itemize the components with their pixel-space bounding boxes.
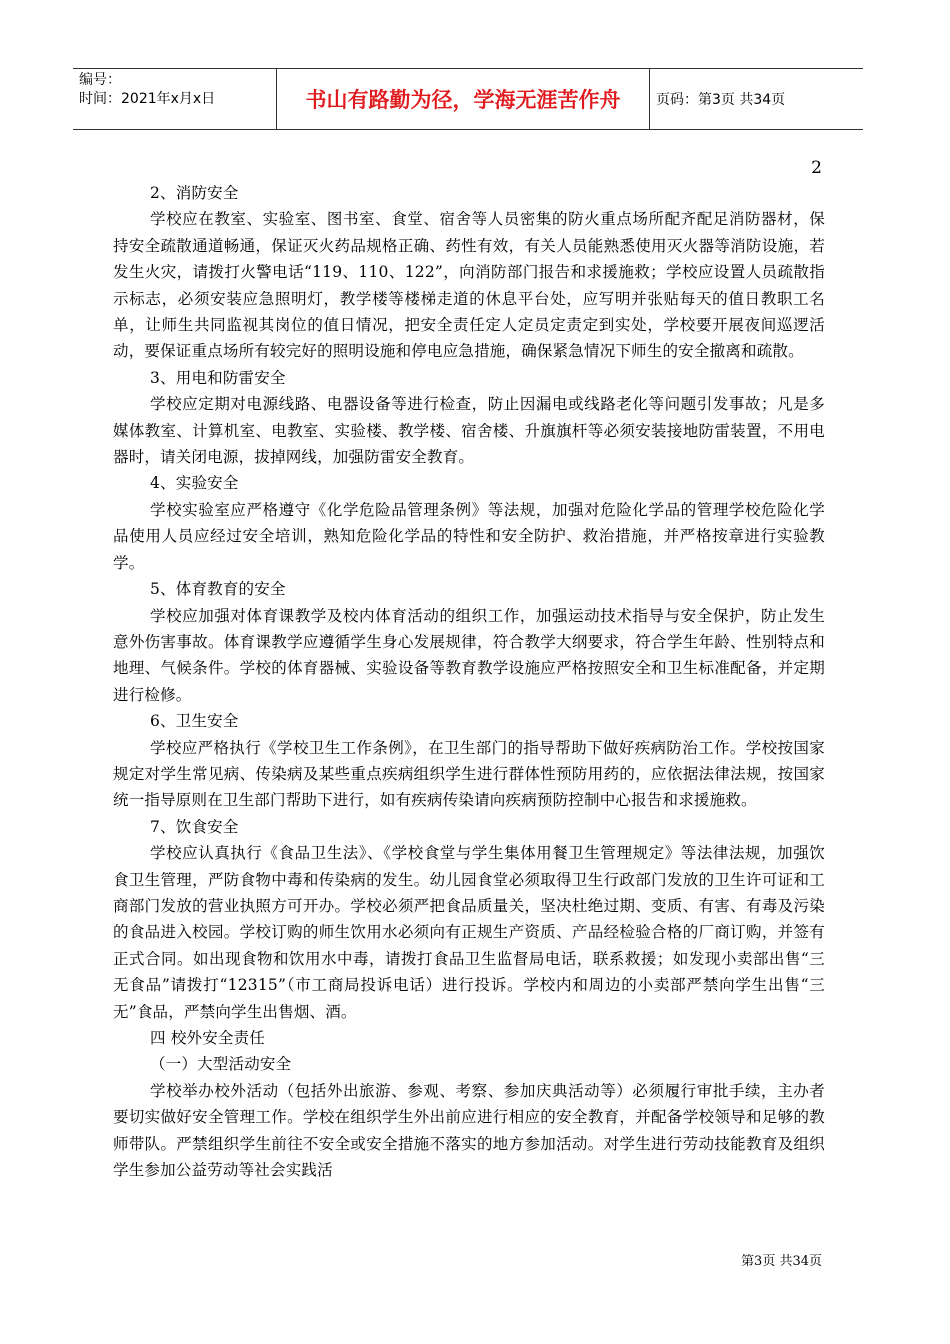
body-paragraph: 学校应在教室、实验室、图书室、食堂、宿舍等人员密集的防火重点场所配齐配足消防器材，保持安全疏散通道畅通，保证灭火药品规格正确、药性有效，有关人员能熟悉使用灭火器等消防设施，若发生火灾，请拨打火警电话“119、110、122”，向消防部门报告和求援施救；学校应设置人员疏散指示标志，必须安装应急照明灯，教学楼等楼梯走道的休息平台处，应写明并张贴每天的值日教职工名单，让师生共同监视其岗位的值日情况，把安全责任定人定员定责定到实处，学校要开展夜间巡逻活动，要保证重点场所有较完好的照明设施和停电应急措施，确保紧急情况下师生的安全撤离和疏散。 bbox=[113, 210, 825, 361]
document-time-label: 时间：2021年x月x日 bbox=[79, 91, 216, 107]
header-page-info: 页码：第3页 共34页 bbox=[656, 92, 786, 108]
document-number-label: 编号： bbox=[79, 72, 121, 88]
body-paragraph: 学校应加强对体育课教学及校内体育活动的组织工作，加强运动技术指导与安全保护，防止发生意外伤害事故。体育课教学应遵循学生身心发展规律，符合教学大纲要求，符合学生年龄、性别特点和地理、气候条件。学校的体育器械、实验设备等教育教学设施应严格按照安全和卫生标准配备，并定期进行检修。 bbox=[113, 606, 825, 704]
header-motto: 书山有路勤为径，学海无涯苦作舟 bbox=[276, 69, 650, 129]
body-paragraph: 学校应认真执行《食品卫生法》、《学校食堂与学生集体用餐卫生管理规定》等法律法规，加强饮食卫生管理，严防食物中毒和传染病的发生。幼儿园食堂必须取得卫生行政部门发放的卫生许可证和工商部门发放的营业执照方可开办。学校必须严把食品质量关，坚决杜绝过期、变质、有害、有毒及污染的食品进入校园。学校订购的师生饮用水必须向有正规生产资质、产品经检验合格的厂商订购，并签有正式合同。如出现食物和饮用水中毒，请拨打食品卫生监督局电话，联系救援；如发现小卖部出售“三无食品”请拨打“12315”（市工商局投诉电话）进行投诉。学校内和周边的小卖部严禁向学生出售“三无”食品，严禁向学生出售烟、酒。 bbox=[113, 844, 825, 1021]
header-meta bbox=[79, 71, 279, 109]
body-paragraph: 学校实验室应严格遵守《化学危险品管理条例》等法规，加强对危险化学品的管理学校危险化学品使用人员应经过安全培训，熟知危险化学品的特性和安全防护、救治措施，并严格按章进行实验教学。 bbox=[113, 500, 825, 572]
body-paragraph: 学校应定期对电源线路、电器设备等进行检查，防止因漏电或线路老化等问题引发事故；凡是多媒体教室、计算机室、电教室、实验楼、教学楼、宿舍楼、升旗旗杆等必须安装接地防雷装置，不用电器时，请关闭电源，拔掉网线，加强防雷安全教育。 bbox=[113, 395, 825, 467]
section-heading: 3、用电和防雷安全 bbox=[150, 368, 286, 387]
page-footer: 第3页 共34页 bbox=[741, 1254, 822, 1269]
page-number: 2 bbox=[811, 158, 822, 178]
body-paragraph: 学校应严格执行《学校卫生工作条例》，在卫生部门的指导帮助下做好疾病防治工作。学校按国家规定对学生常见病、传染病及某些重点疾病组织学生进行群体性预防用药的，应依据法律法规，按国家统一指导原则在卫生部门帮助下进行，如有疾病传染请向疾病预防控制中心报告和求援施救。 bbox=[113, 738, 825, 810]
section-heading: 2、消防安全 bbox=[150, 184, 239, 202]
section-heading: 5、体育教育的安全 bbox=[150, 580, 286, 599]
section-heading: （一）大型活动安全 bbox=[150, 1055, 292, 1074]
section-heading: 6、卫生安全 bbox=[150, 712, 239, 731]
section-heading: 四 校外安全责任 bbox=[150, 1029, 266, 1047]
section-heading: 4、实验安全 bbox=[150, 474, 239, 493]
document-body bbox=[113, 180, 825, 1183]
section-heading: 7、饮食安全 bbox=[150, 817, 239, 836]
document-header bbox=[73, 68, 863, 130]
body-paragraph: 学校举办校外活动（包括外出旅游、参观、考察、参加庆典活动等）必须履行审批手续，主办者要切实做好安全管理工作。学校在组织学生外出前应进行相应的安全教育，并配备学校领导和足够的教师带队。严禁组织学生前往不安全或安全措施不落实的地方参加活动。对学生进行劳动技能教育及组织学生参加公益劳动等社会实践活 bbox=[113, 1081, 825, 1180]
